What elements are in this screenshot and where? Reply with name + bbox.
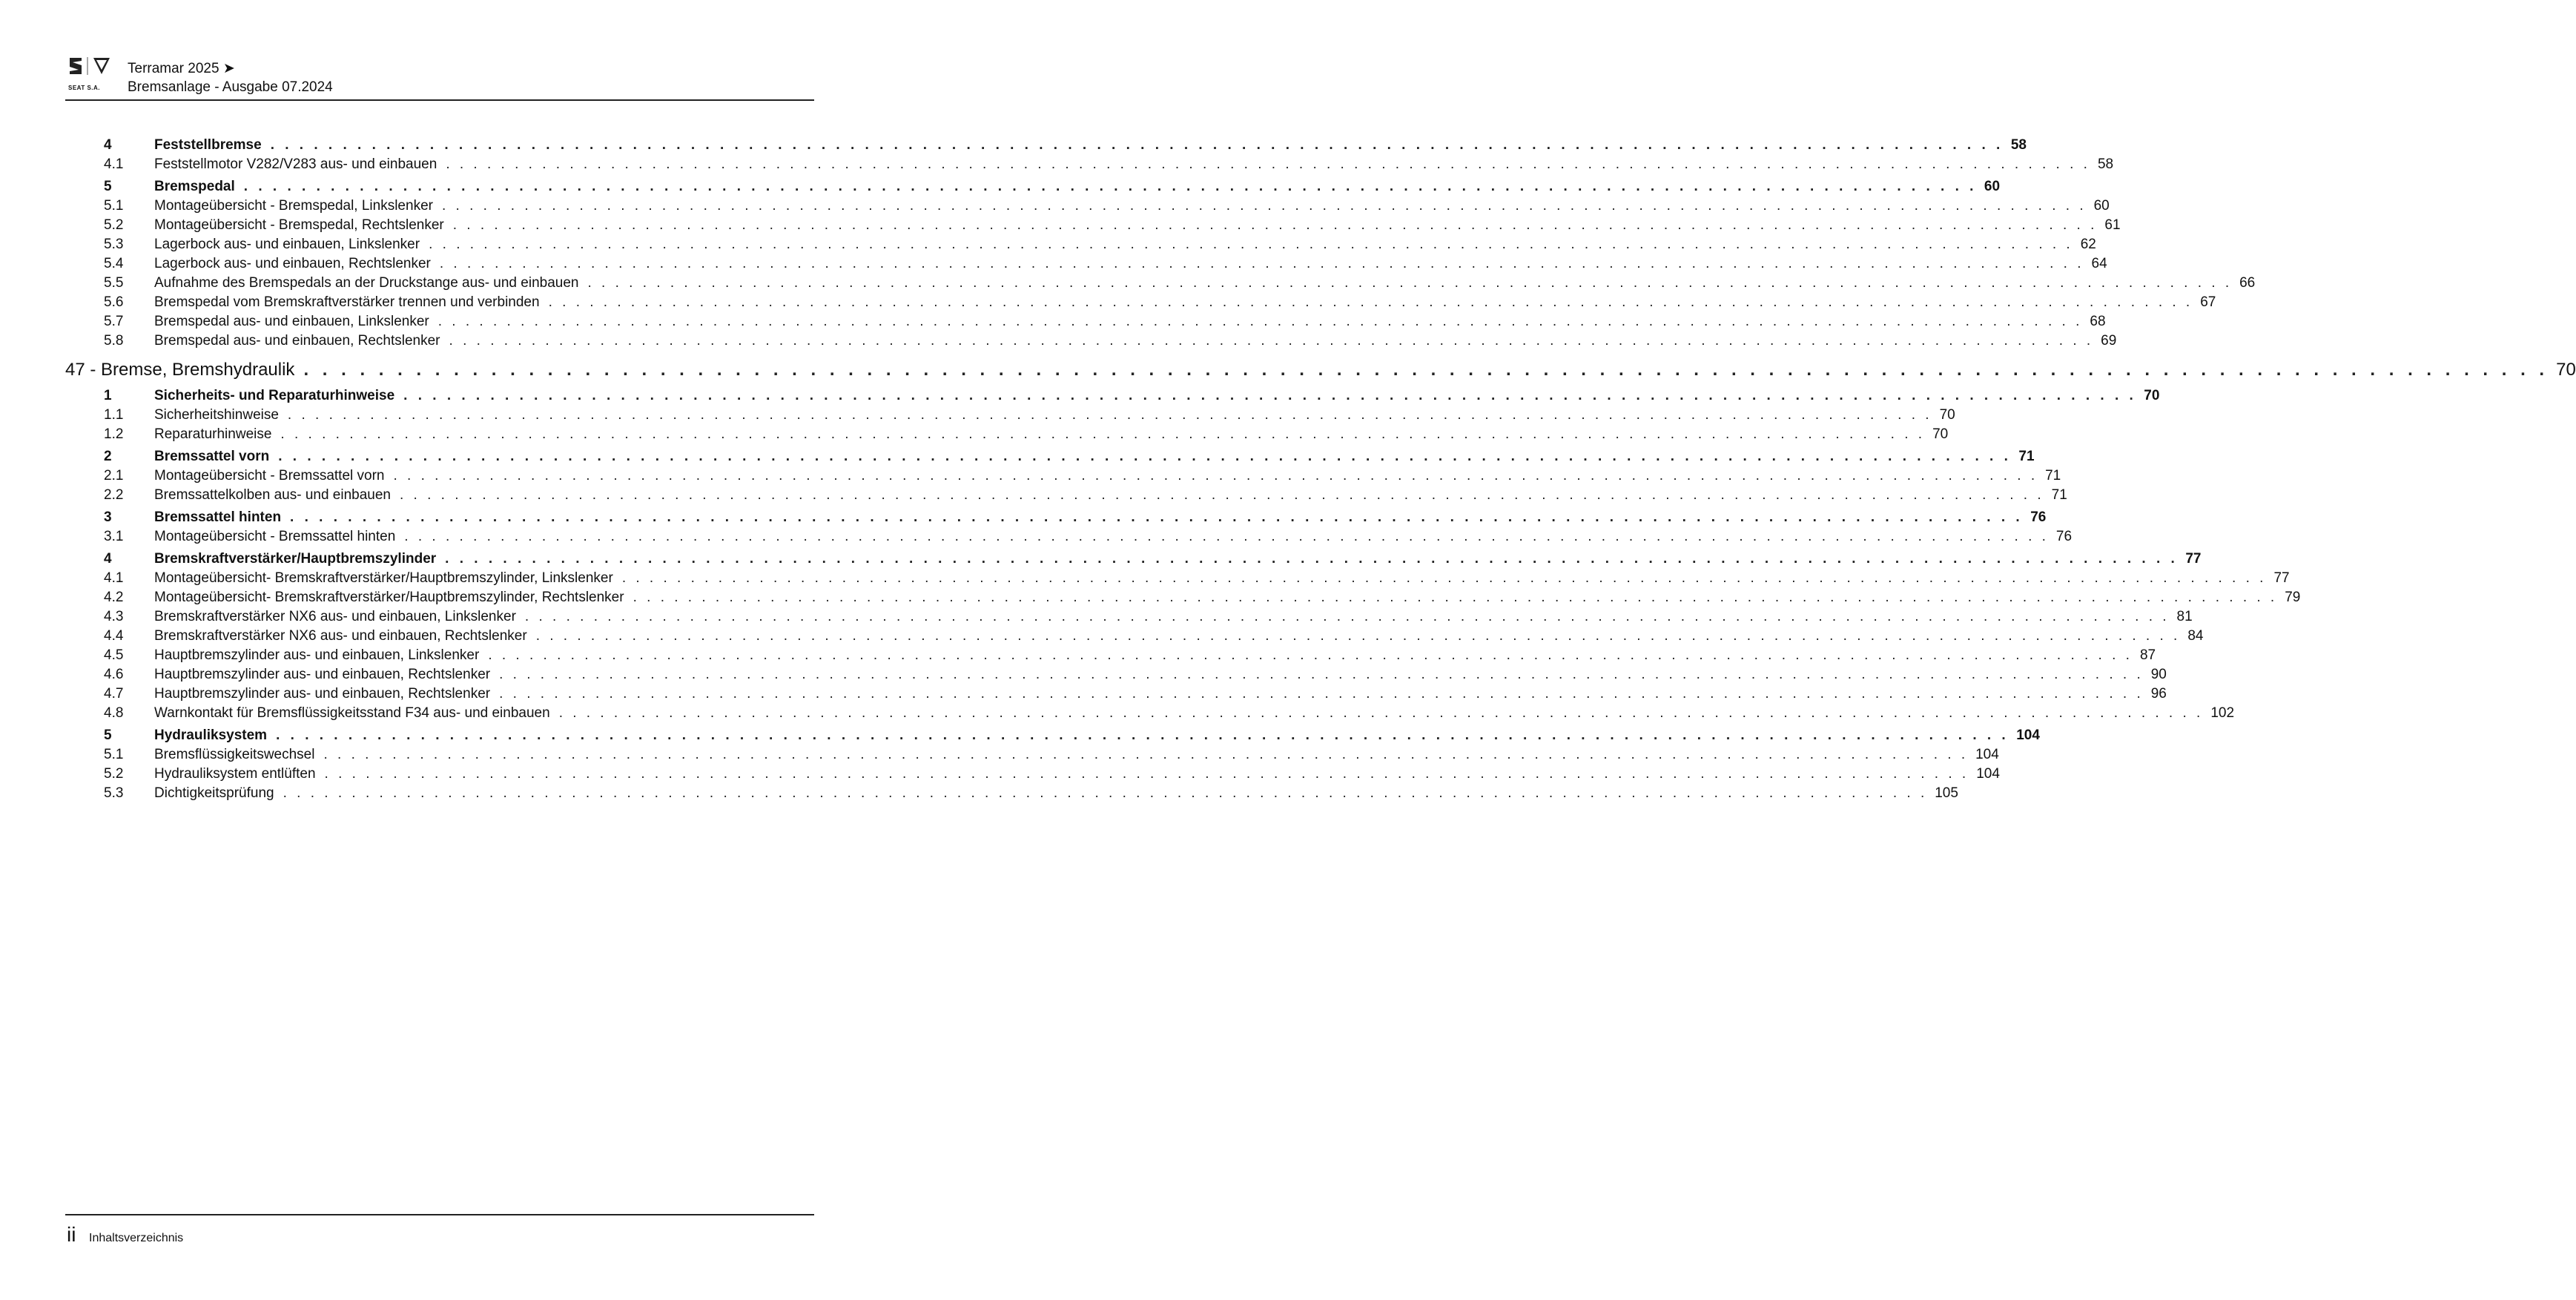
- toc-entry-title: Montageübersicht - Bremspedal, Rechtslenker: [154, 217, 444, 233]
- toc-entry-item[interactable]: [65, 466, 2061, 486]
- toc-entry-item[interactable]: [65, 197, 2110, 216]
- toc-entry-number: 1.2: [104, 426, 124, 442]
- toc-entry-number: 5.1: [104, 747, 124, 762]
- toc-entry-number: 5.3: [104, 785, 124, 801]
- toc-entry-page: 105: [1935, 785, 1958, 801]
- toc-entry-item[interactable]: [65, 486, 2067, 505]
- dot-leader: . . . . . . . . . . . . . . . . . . . . . . . . . . . . . . . . . . . . . . . . . . . . . . . . . . . . . . . . . . . . . . . . . . . . . . . . . . . . . . . . . . . . . . . . . . . . . . . . . . . . . . . . . . . . . . . . . . . . . . . .: [429, 237, 2073, 252]
- toc-entry-title: Feststellmotor V282/V283 aus- und einbauen: [154, 156, 437, 172]
- toc-entry-number: 5.8: [104, 333, 124, 349]
- dot-leader: . . . . . . . . . . . . . . . . . . . . . . . . . . . . . . . . . . . . . . . . . . . . . . . . . . . . . . . . . . . . . . . . . . . . . . . . . . . . . . . . . . . . . . . . . . . . . . . . . . . . . . . . . . . . . . . . . . . . . . . .: [280, 426, 1926, 442]
- dot-leader: . . . . . . . . . . . . . . . . . . . . . . . . . . . . . . . . . . . . . . . . . . . . . . . . . . . . . . . . . . . . . . . . . . . . . . . . . . . . . . . . . . . . . . . . . . . . . . . . . . . . . . . . . . . . . . . . . . . . . . . .: [437, 314, 2083, 329]
- toc-entry-item[interactable]: [65, 704, 2235, 723]
- toc-entry-number: 4.1: [104, 156, 124, 172]
- dot-leader: . . . . . . . . . . . . . . . . . . . . . . . . . . . . . . . . . . . . . . . . . . . . . . . . . . . . . . . . . . . . . . . . . . . . . . . . . . . . . . . . . . . . . . . . . . . . . . . . . . . . . . . . . . . . . . . . . . . . . . . .: [399, 487, 2044, 503]
- toc-entry-number: 4.5: [104, 647, 124, 663]
- toc-entry-title: Bremspedal aus- und einbauen, Linkslenker: [154, 314, 429, 329]
- toc-entry-item[interactable]: [65, 425, 1949, 444]
- toc-entry-item[interactable]: [65, 684, 2167, 704]
- toc-entry-number: 5.3: [104, 237, 124, 252]
- document-subtitle: Bremsanlage - Ausgabe 07.2024: [128, 79, 333, 95]
- toc-entry-title: Bremspedal vom Bremskraftverstärker trennen und verbinden: [154, 294, 540, 310]
- toc-entry-title: Hauptbremszylinder aus- und einbauen, Rechtslenker: [154, 686, 491, 702]
- toc-entry-page: 69: [2101, 333, 2117, 349]
- toc-entry-item[interactable]: [65, 588, 2301, 607]
- dot-leader: . . . . . . . . . . . . . . . . . . . . . . . . . . . . . . . . . . . . . . . . . . . . . . . . . . . . . . . . . . . . . . . . . . . . . . . . . . . . . . . . . . . . . . . . . . . . . . . . . . . . . . . . . . . . . . . . . . . . . . . .: [499, 667, 2144, 682]
- toc-entry-number: 4: [104, 551, 112, 567]
- toc-entry-section[interactable]: [65, 177, 2001, 197]
- document-title: Terramar 2025 ➤: [128, 61, 235, 76]
- toc-entry-title: Bremspedal aus- und einbauen, Rechtslenker: [154, 333, 440, 349]
- toc-entry-number: 4.6: [104, 667, 124, 682]
- dot-leader: . . . . . . . . . . . . . . . . . . . . . . . . . . . . . . . . . . . . . . . . . . . . . . . . . . . . . . . . . . . . . . . . . . . . . . . . . . . . . . . . . . . . . . . . . . . . . . . . . . . . . . . . . . . . . . . . . . . . . . . .: [270, 137, 2004, 153]
- toc-entry-page: 64: [2091, 256, 2107, 271]
- seat-cupra-logo-icon: [68, 55, 113, 77]
- toc-entry-page: 104: [1975, 747, 1999, 762]
- toc-entry-title: Aufnahme des Bremspedals an der Druckstange aus- und einbauen: [154, 275, 579, 291]
- toc-entry-item[interactable]: [65, 216, 2121, 235]
- toc-entry-number: 5.5: [104, 275, 124, 291]
- toc-entry-title: Feststellbremse: [154, 137, 262, 153]
- dot-leader: . . . . . . . . . . . . . . . . . . . . . . . . . . . . . . . . . . . . . . . . . . . . . . . . . . . . . . . . . . . . . . . . . . . . . . . . . . . . . . . . . . . . . . . . . . . . . . . . . . . . . . . . . . . . . . . . . . . . . . . .: [404, 529, 2049, 544]
- toc-entry-title: Montageübersicht- Bremskraftverstärker/Hauptbremszylinder, Linkslenker: [154, 570, 613, 586]
- toc-entry-title: Montageübersicht- Bremskraftverstärker/Hauptbremszylinder, Rechtslenker: [154, 590, 624, 605]
- toc-entry-page: 90: [2150, 667, 2167, 682]
- toc-entry-page: 68: [2090, 314, 2106, 329]
- toc-entry-page: 67: [2200, 294, 2216, 310]
- toc-entry-page: 77: [2185, 551, 2202, 567]
- toc-entry-number: 5.4: [104, 256, 124, 271]
- dot-leader: . . . . . . . . . . . . . . . . . . . . . . . . . . . . . . . . . . . . . . . . . . . . . . . . . . . . . . . . . . . . . . . . . . . . . . . . . . . . . . . . . . . . . . . . . . . . . . . . . . . . . . . . . . . . . . . . . . . . . . . .: [587, 275, 2233, 291]
- toc-entry-item[interactable]: [65, 274, 2256, 293]
- toc-entry-page: 102: [2210, 705, 2235, 721]
- toc-entry-item[interactable]: [65, 646, 2156, 665]
- dot-leader: . . . . . . . . . . . . . . . . . . . . . . . . . . . . . . . . . . . . . . . . . . . . . . . . . . . . . . . . . . . . . . . . . . . . . . . . . . . . . . . . . . . . . . . . . . . . . . . . . . . . . . . . . . . . . . . . . . . . . . . .: [446, 156, 2090, 172]
- toc-entry-page: 58: [2097, 156, 2114, 172]
- toc-entry-number: 4.8: [104, 705, 124, 721]
- footer-label: Inhaltsverzeichnis: [89, 1232, 184, 1244]
- toc-entry-number: 4.4: [104, 628, 124, 644]
- toc-entry-number: 5.7: [104, 314, 124, 329]
- toc-entry-item[interactable]: [65, 569, 2290, 588]
- toc-entry-number: 5.6: [104, 294, 124, 310]
- toc-entry-title: Reparaturhinweise: [154, 426, 272, 442]
- toc-entry-page: 71: [2051, 487, 2067, 503]
- toc-entry-title: Bremspedal: [154, 179, 235, 194]
- toc-entry-number: 3: [104, 509, 112, 525]
- toc-entry-number: 1.1: [104, 407, 124, 423]
- toc-entry-title: Hauptbremszylinder aus- und einbauen, Rechtslenker: [154, 667, 491, 682]
- toc-entry-title: Bremskraftverstärker NX6 aus- und einbauen, Rechtslenker: [154, 628, 527, 644]
- toc-entry-number: 2.1: [104, 468, 124, 484]
- dot-leader: . . . . . . . . . . . . . . . . . . . . . . . . . . . . . . . . . . . . . . . . . . . . . . . . . . . . . . . . . . . . . . . . . . . . . . . . . . . . . . . . . . . . . . . . . . . . . . . . . . . . . . . . . . . . . . . . . . . . . . . .: [558, 705, 2204, 721]
- dot-leader: . . . . . . . . . . . . . . . . . . . . . . . . . . . . . . . . . . . . . . . . . . . . . . . . . . . . . . . . . . . . . . . . . . . . . . . . . . . . . . . . . . . . . . . . . . . . . . . . . . . . . . . . . . . . . . . . . . . . . . . .: [441, 198, 2087, 214]
- toc-entry-number: 5: [104, 179, 112, 194]
- toc-entry-item[interactable]: [65, 331, 2117, 351]
- toc-entry-title: Montageübersicht - Bremspedal, Linkslenker: [154, 198, 433, 214]
- toc-entry-item[interactable]: [65, 155, 2114, 174]
- toc-entry-page: 96: [2150, 686, 2167, 702]
- dot-leader: . . . . . . . . . . . . . . . . . . . . . . . . . . . . . . . . . . . . . . . . . . . . . . . . . . . . . . . . . . . . . . . . . . . . . . . . . . . . . . . . . . . . . . . . . . . . . . . . . . . . . . . . . . . . . . . . . . . . . . . .: [324, 766, 1969, 782]
- toc-entry-section[interactable]: [65, 508, 2047, 527]
- page-header: [65, 52, 814, 101]
- toc-entry-page: 62: [2080, 237, 2096, 252]
- footer-page-number: ii: [67, 1223, 76, 1246]
- toc-entry-section[interactable]: [65, 447, 2035, 466]
- toc-entry-title: Warnkontakt für Bremsflüssigkeitsstand F34 aus- und einbauen: [154, 705, 550, 721]
- toc-entry-title: Hauptbremszylinder aus- und einbauen, Linkslenker: [154, 647, 480, 663]
- toc-entry-page: 104: [2016, 727, 2040, 743]
- toc-entry-page: 79: [2285, 590, 2301, 605]
- toc-entry-title: Sicherheits- und Reparaturhinweise: [154, 388, 395, 403]
- toc-entry-title: Dichtigkeitsprüfung: [154, 785, 274, 801]
- toc-entry-item[interactable]: [65, 293, 2216, 312]
- dot-leader: . . . . . . . . . . . . . . . . . . . . . . . . . . . . . . . . . . . . . . . . . . . . . . . . . . . . . . . . . . . . . . . . . . . . . . . . . . . . . . . . . . . . . . . . . . . . . . . . . . . . . . . . . . . . . . . . . . . . . . . .: [499, 686, 2144, 702]
- toc-entry-item[interactable]: [65, 254, 2107, 274]
- toc-entry-page: 70: [2144, 388, 2160, 403]
- dot-leader: . . . . . . . . . . . . . . . . . . . . . . . . . . . . . . . . . . . . . . . . . . . . . . . . . . . . . . . . . . . . . . . . . . . . . . . . . . . . . . . . . . . . . . . . . . . . . . . . . . . . . . . . . . . . . . . . . . . . . . . .: [283, 785, 1928, 801]
- toc-entry-page: 77: [2273, 570, 2290, 586]
- toc-entry-section[interactable]: [65, 386, 2160, 406]
- toc-entry-page: 70: [1932, 426, 1949, 442]
- toc-entry-title: Bremssattel hinten: [154, 509, 282, 525]
- toc-entry-item[interactable]: [65, 627, 2204, 646]
- toc-entry-number: 4: [104, 137, 112, 153]
- dot-leader: . . . . . . . . . . . . . . . . . . . . . . . . . . . . . . . . . . . . . . . . . . . . . . . . . . . . . . . . . . . . . . . . . . . . . . . . . . . . . . . . . . . . . . . . . . . . . . . . . . . . . . . . . . . . . . . . . . . . . . . .: [488, 647, 2133, 663]
- toc-entry-number: 4.7: [104, 686, 124, 702]
- toc-entry-page: 66: [2239, 275, 2256, 291]
- dot-leader: . . . . . . . . . . . . . . . . . . . . . . . . . . . . . . . . . . . . . . . . . . . . . . . . . . . . . . . . . . . . . . . . . . . . . . . . . . . . . . . . . . . . . . . . . . . . . . . . . . . . . . . . . . . . . . . . . . . . . . . .: [287, 407, 1932, 423]
- toc-entry-page: 87: [2139, 647, 2156, 663]
- dot-leader: . . . . . . . . . . . . . . . . . . . . . . . . . . . . . . . . . . . . . . . . . . . . . . . . . . . . . . . . . . . . . . . . . . . . . . . . . . . . . . . . . . . . . . . . . . . . . . . . . . . . . . . . . . . . . . . . . . . . . . . .: [548, 294, 2193, 310]
- toc-entry-page: 70: [2556, 360, 2576, 380]
- toc-entry-title: Bremssattel vorn: [154, 449, 270, 464]
- toc-entry-number: 1: [104, 388, 112, 403]
- toc-entry-title: Bremskraftverstärker/Hauptbremszylinder: [154, 551, 437, 567]
- dot-leader: . . . . . . . . . . . . . . . . . . . . . . . . . . . . . . . . . . . . . . . . . . . . . . . . . . . . . . . . . . . . . . . . . . . . . . . . . . . . . . . . . . . . . . . . . . . . . . . . . . . . . . . . . . . . . . . . . . . . . . . .: [403, 388, 2137, 403]
- dot-leader: . . . . . . . . . . . . . . . . . . . . . . . . . . . . . . . . . . . . . . . . . . . . . . . . . . . . . . . . . . . . . . . . . . . . . . . . . . . . . . . . . . . . . . . . . . . . . . . . . . . . . . . . . . . . . . . . . . . . . . . .: [290, 509, 2024, 525]
- toc-entry-title: Hydrauliksystem entlüften: [154, 766, 316, 782]
- toc-entry-item[interactable]: [65, 527, 2073, 547]
- dot-leader: . . . . . . . . . . . . . . . . . . . . . . . . . . . . . . . . . . . . . . . . . . . . . . . . . . . . . . . . . . . . . . . . . . . . . . . . . . . . . . . . . . . . . . . . . . . . . . . . . . . . . . . . . . . . . . . . . . . . . . . .: [621, 570, 2267, 586]
- toc-entry-page: 60: [1984, 179, 2001, 194]
- toc-entry-page: 71: [2045, 468, 2061, 484]
- toc-entry-section[interactable]: [65, 136, 2027, 155]
- dot-leader: . . . . . . . . . . . . . . . . . . . . . . . . . . . . . . . . . . . . . . . . . . . . . . . . . . . . . . . . . . . . . . . . . . . . . . . . . . . . . . . . . . . . . . . . . . . . . . . . . . . . . . . . . . . . . . . . . . . . . . . .: [278, 449, 2012, 464]
- toc-entry-item[interactable]: [65, 235, 2096, 254]
- toc-entry-number: 5.1: [104, 198, 124, 214]
- toc-entry-number: 4.1: [104, 570, 124, 586]
- toc-entry-item[interactable]: [65, 745, 1999, 765]
- toc-entry-chapter[interactable]: [65, 357, 2576, 383]
- toc-entry-page: 70: [1939, 407, 1955, 423]
- toc-entry-item[interactable]: [65, 765, 2000, 784]
- dot-leader: . . . . . . . . . . . . . . . . . . . . . . . . . . . . . . . . . . . . . . . . . . . . . . . . . . . . . . . . . . . . . . . . . . . . . . . . . . . . . . . . . . . . . . . . . . . . . . . . . . . . . . . . . . . . . . . . . . . . . . . .: [243, 179, 1977, 194]
- table-of-contents: [65, 133, 2576, 803]
- toc-entry-item[interactable]: [65, 312, 2106, 331]
- dot-leader: . . . . . . . . . . . . . . . . . . . . . . . . . . . . . . . . . . . . . . . . . . . . . . . . . . . . . . . . . . . . . . . . . . . . . . . . . . . . . . . . . . . . . . . . . . . . . . . . . . . . . . . . . . . . . . . . . . . . . . . .: [535, 628, 2181, 644]
- toc-entry-title: Sicherheitshinweise: [154, 407, 279, 423]
- toc-entry-page: 58: [2010, 137, 2027, 153]
- toc-entry-number: 3.1: [104, 529, 124, 544]
- dot-leader: . . . . . . . . . . . . . . . . . . . . . . . . . . . . . . . . . . . . . . . . . . . . . . . . . . . . . . . . . . . . . . . . . . . . . . . . . . . . . . . . . . . . . . . . . . . . . . . . . . . . . . . . . . . . . . . . . . . . . . . .: [445, 551, 2179, 567]
- toc-entry-item[interactable]: [65, 784, 1958, 803]
- toc-entry-item[interactable]: [65, 607, 2193, 627]
- toc-entry-number: 4.3: [104, 609, 124, 624]
- dot-leader: . . . . . . . . . . . . . . . . . . . . . . . . . . . . . . . . . . . . . . . . . . . . . . . . . . . . . . . . . . . . . . . . . . . . . . . . . . . . . . . . . . . . . . . . . . . . . . . . . . . . . . . . . . . . . . . . . . . . . . . .: [524, 609, 2170, 624]
- toc-entry-title: 47 - Bremse, Bremshydraulik: [65, 360, 295, 380]
- toc-entry-page: 76: [2030, 509, 2047, 525]
- toc-entry-page: 81: [2176, 609, 2193, 624]
- dot-leader: . . . . . . . . . . . . . . . . . . . . . . . . . . . . . . . . . . . . . . . . . . . . . . . . . . . . . . . . . . . . . . . . . . . . . . . . . . . . . . . . . . . . . . . . . . . . . . . . . . . . . . . . . . . . . . . . . . . . . . . .: [303, 360, 2549, 380]
- dot-leader: . . . . . . . . . . . . . . . . . . . . . . . . . . . . . . . . . . . . . . . . . . . . . . . . . . . . . . . . . . . . . . . . . . . . . . . . . . . . . . . . . . . . . . . . . . . . . . . . . . . . . . . . . . . . . . . . . . . . . . . .: [323, 747, 1969, 762]
- seat-logo: [65, 55, 114, 96]
- dot-leader: . . . . . . . . . . . . . . . . . . . . . . . . . . . . . . . . . . . . . . . . . . . . . . . . . . . . . . . . . . . . . . . . . . . . . . . . . . . . . . . . . . . . . . . . . . . . . . . . . . . . . . . . . . . . . . . . . . . . . . . .: [276, 727, 2009, 743]
- logo-text: SEAT S.A.: [68, 85, 101, 91]
- toc-entry-page: 76: [2055, 529, 2073, 544]
- toc-entry-page: 84: [2187, 628, 2204, 644]
- toc-entry-title: Bremsflüssigkeitswechsel: [154, 747, 315, 762]
- toc-entry-number: 4.2: [104, 590, 124, 605]
- dot-leader: . . . . . . . . . . . . . . . . . . . . . . . . . . . . . . . . . . . . . . . . . . . . . . . . . . . . . . . . . . . . . . . . . . . . . . . . . . . . . . . . . . . . . . . . . . . . . . . . . . . . . . . . . . . . . . . . . . . . . . . .: [393, 468, 2038, 484]
- page-footer: [65, 1214, 814, 1253]
- toc-entry-title: Montageübersicht - Bremssattel hinten: [154, 529, 396, 544]
- toc-entry-item[interactable]: [65, 406, 1955, 425]
- toc-entry-section[interactable]: [65, 726, 2040, 745]
- toc-entry-page: 61: [2104, 217, 2121, 233]
- toc-entry-title: Lagerbock aus- und einbauen, Rechtslenker: [154, 256, 431, 271]
- toc-entry-number: 2: [104, 449, 112, 464]
- dot-leader: . . . . . . . . . . . . . . . . . . . . . . . . . . . . . . . . . . . . . . . . . . . . . . . . . . . . . . . . . . . . . . . . . . . . . . . . . . . . . . . . . . . . . . . . . . . . . . . . . . . . . . . . . . . . . . . . . . . . . . . .: [452, 217, 2098, 233]
- toc-entry-title: Hydrauliksystem: [154, 727, 268, 743]
- toc-entry-title: Lagerbock aus- und einbauen, Linkslenker: [154, 237, 420, 252]
- toc-entry-title: Montageübersicht - Bremssattel vorn: [154, 468, 385, 484]
- toc-entry-number: 5: [104, 727, 112, 743]
- toc-entry-title: Bremskraftverstärker NX6 aus- und einbauen, Linkslenker: [154, 609, 516, 624]
- dot-leader: . . . . . . . . . . . . . . . . . . . . . . . . . . . . . . . . . . . . . . . . . . . . . . . . . . . . . . . . . . . . . . . . . . . . . . . . . . . . . . . . . . . . . . . . . . . . . . . . . . . . . . . . . . . . . . . . . . . . . . . .: [633, 590, 2278, 605]
- toc-entry-section[interactable]: [65, 550, 2202, 569]
- dot-leader: . . . . . . . . . . . . . . . . . . . . . . . . . . . . . . . . . . . . . . . . . . . . . . . . . . . . . . . . . . . . . . . . . . . . . . . . . . . . . . . . . . . . . . . . . . . . . . . . . . . . . . . . . . . . . . . . . . . . . . . .: [439, 256, 2084, 271]
- toc-entry-title: Bremssattelkolben aus- und einbauen: [154, 487, 391, 503]
- toc-entry-page: 71: [2018, 449, 2035, 464]
- toc-entry-item[interactable]: [65, 665, 2167, 684]
- toc-entry-number: 5.2: [104, 766, 124, 782]
- toc-entry-page: 60: [2093, 198, 2110, 214]
- toc-entry-page: 104: [1976, 766, 2000, 782]
- dot-leader: . . . . . . . . . . . . . . . . . . . . . . . . . . . . . . . . . . . . . . . . . . . . . . . . . . . . . . . . . . . . . . . . . . . . . . . . . . . . . . . . . . . . . . . . . . . . . . . . . . . . . . . . . . . . . . . . . . . . . . . .: [449, 333, 2094, 349]
- toc-entry-number: 2.2: [104, 487, 124, 503]
- toc-entry-number: 5.2: [104, 217, 124, 233]
